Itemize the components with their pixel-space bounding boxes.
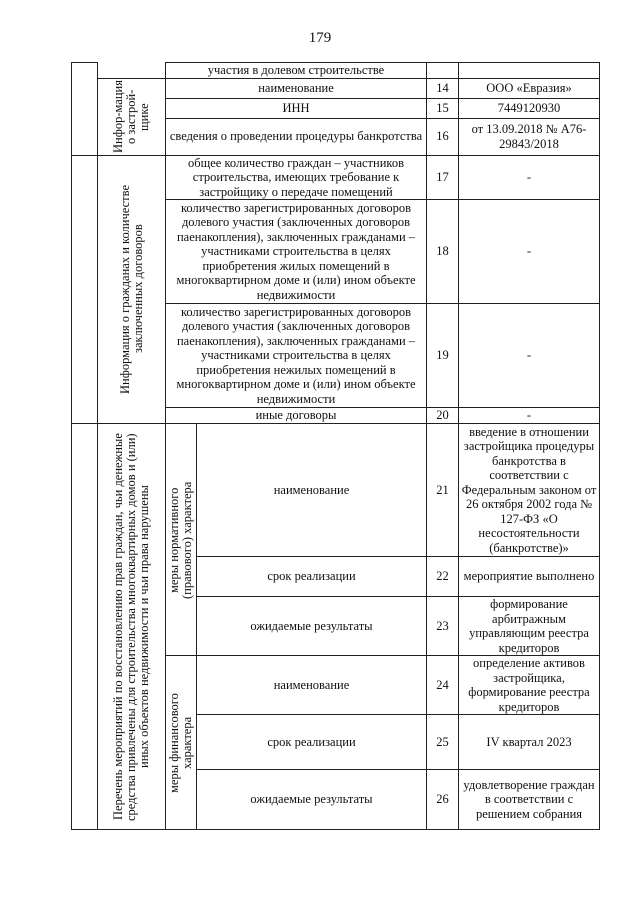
row-label: количество зарегистрированных договоров долевого участия (заключенных договоров паенакопления), заключенных гражданами – участниками строительства в целях приобретения жилых помещений в многоквартирном доме и (или) ином объекте недвижимости bbox=[166, 200, 427, 304]
group-citizens-cell bbox=[98, 155, 166, 424]
row-value: определение активов застройщика, формирование реестра кредиторов bbox=[459, 656, 600, 715]
row-number: 21 bbox=[427, 424, 459, 557]
left-margin-cell bbox=[72, 155, 98, 424]
row-label: наименование bbox=[197, 424, 427, 557]
continuation-text: участия в долевом строительстве bbox=[166, 63, 427, 79]
row-number: 23 bbox=[427, 597, 459, 656]
page-number: 179 bbox=[308, 30, 332, 46]
table-row bbox=[72, 424, 600, 557]
row-label: количество зарегистрированных договоров долевого участия (заключенных договоров паенакопления), заключенных гражданами – участниками строительства в целях приобретения нежилых помещений в многоквартирном доме и (или) ином объекте недвижимости bbox=[166, 304, 427, 408]
row-label: наименование bbox=[197, 656, 427, 715]
row-number: 19 bbox=[427, 304, 459, 408]
project-info-table bbox=[71, 62, 600, 830]
row-label: ожидаемые результаты bbox=[197, 770, 427, 830]
row-label: общее количество граждан – участников строительства, имеющих требование к застройщику о передаче помещений bbox=[166, 155, 427, 200]
row-label: ожидаемые результаты bbox=[197, 597, 427, 656]
group-measures-cell bbox=[98, 424, 166, 830]
left-margin-cell bbox=[72, 63, 98, 156]
table-row bbox=[72, 155, 600, 200]
subgroup-financial-label: меры финансового характера bbox=[167, 692, 194, 793]
group-developer-label: Инфор-мация о застрой-щике bbox=[111, 80, 151, 153]
group-citizens-label: Информация о гражданах и количестве заключенных договоров bbox=[117, 184, 145, 394]
row-spacer bbox=[98, 63, 166, 79]
row-value: удовлетворение граждан в соответствии с решением собрания bbox=[459, 770, 600, 830]
table-row bbox=[72, 78, 600, 98]
row-label: ИНН bbox=[166, 98, 427, 118]
row-value: формирование арбитражным управляющим реестра кредиторов bbox=[459, 597, 600, 656]
row-value: мероприятие выполнено bbox=[459, 557, 600, 597]
row-label: наименование bbox=[166, 78, 427, 98]
row-number: 20 bbox=[427, 408, 459, 424]
group-measures-label: Перечень мероприятий по восстановлению прав граждан, чьи денежные средства привлечены для строительства многоквартирных домов и (или) иных объектов недвижимости и чьи права нарушены bbox=[111, 432, 151, 821]
subgroup-normative-label: меры нормативного (правового) характера bbox=[167, 480, 194, 599]
row-value: - bbox=[459, 155, 600, 200]
row-value: от 13.09.2018 № А76-29843/2018 bbox=[459, 118, 600, 155]
row-label: срок реализации bbox=[197, 715, 427, 770]
value-cell bbox=[459, 63, 600, 79]
group-developer-cell bbox=[98, 78, 166, 155]
subgroup-financial-cell bbox=[166, 656, 197, 830]
row-number: 17 bbox=[427, 155, 459, 200]
row-number-cell bbox=[427, 63, 459, 79]
row-value: введение в отношении застройщика процедуры банкротства в соответствии с Федеральным законом от 26 октября 2002 года № 127-ФЗ «О несостоятельности (банкротстве)» bbox=[459, 424, 600, 557]
row-value: - bbox=[459, 200, 600, 304]
row-value: - bbox=[459, 408, 600, 424]
row-number: 16 bbox=[427, 118, 459, 155]
row-value: ООО «Евразия» bbox=[459, 78, 600, 98]
subgroup-normative-cell bbox=[166, 424, 197, 656]
row-number: 22 bbox=[427, 557, 459, 597]
row-number: 18 bbox=[427, 200, 459, 304]
left-margin-cell bbox=[72, 424, 98, 830]
row-number: 14 bbox=[427, 78, 459, 98]
row-number: 26 bbox=[427, 770, 459, 830]
row-value: IV квартал 2023 bbox=[459, 715, 600, 770]
row-number: 25 bbox=[427, 715, 459, 770]
row-value: 7449120930 bbox=[459, 98, 600, 118]
row-number: 24 bbox=[427, 656, 459, 715]
row-label: иные договоры bbox=[166, 408, 427, 424]
row-label: срок реализации bbox=[197, 557, 427, 597]
row-number: 15 bbox=[427, 98, 459, 118]
table-row bbox=[72, 63, 600, 79]
row-label: сведения о проведении процедуры банкротства bbox=[166, 118, 427, 155]
row-value: - bbox=[459, 304, 600, 408]
